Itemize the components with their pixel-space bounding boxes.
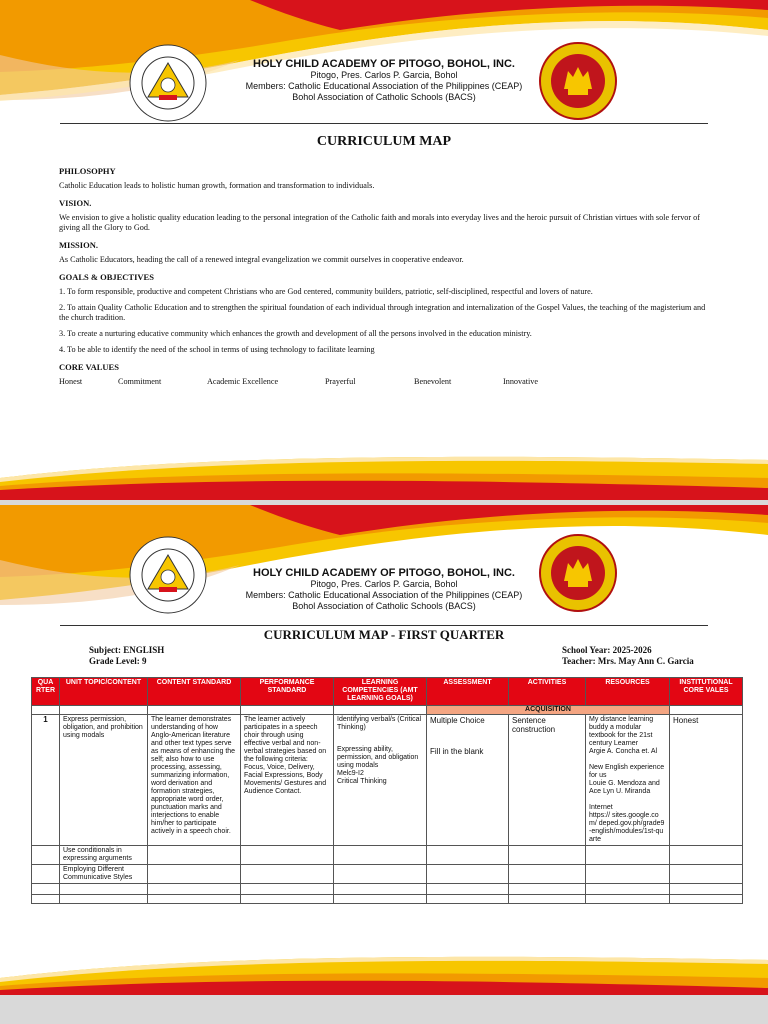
school-association: Bohol Association of Catholic Schools (BACS) xyxy=(292,92,476,102)
school-header xyxy=(210,58,558,103)
content-standard-cell: The learner demonstrates understanding of how Anglo-American literature and other text types serve as means of enhancing the self; also how to use processing, assessing, summarizing information, word derivation and formation strategies, appropriate word order, punctuation marks and interjections to enable him/her to participate actively in a speech choir. xyxy=(148,715,241,846)
column-header: UNIT TOPIC/CONTENT xyxy=(60,678,148,706)
table-row xyxy=(32,865,743,884)
goal-item: 4. To be able to identify the need of the school in terms of using technology to facilitate learning xyxy=(59,345,375,354)
school-members: Members: Catholic Educational Association of the Philippines (CEAP) xyxy=(245,81,523,91)
core-values-heading: CORE VALUES xyxy=(59,362,119,372)
competency-text: Melc9-I2 xyxy=(337,770,364,777)
school-address: Pitogo, Pres. Carlos P. Garcia, Bohol xyxy=(310,579,458,589)
philosophy-text: Catholic Education leads to holistic human growth, formation and transformation to individuals. xyxy=(59,181,375,190)
resources-cell xyxy=(586,715,670,846)
year-teacher-info xyxy=(562,645,694,667)
topic-cell: Employing Different Communicative Styles xyxy=(60,865,148,884)
activities-cell: Sentence construction xyxy=(509,715,586,846)
column-header: QUA RTER xyxy=(32,678,60,706)
performance-standard-cell: The learner actively participates in a speech choir through using effective verbal and non-verbal strategies based on the following criteria: Focus, Voice, Delivery, Facial Expressions, Body Movements/ Gestures and Audience Contact. xyxy=(241,715,334,846)
core-value: Honest xyxy=(59,377,83,386)
column-header: ACTIVITIES xyxy=(509,678,586,706)
topic-cell: Use conditionals in expressing arguments xyxy=(60,846,148,865)
school-name: HOLY CHILD ACADEMY OF PITOGO, BOHOL, INC. xyxy=(253,58,515,70)
assessment-text: Fill in the blank xyxy=(430,747,484,756)
table-header-row xyxy=(32,678,743,706)
page-title: CURRICULUM MAP xyxy=(316,134,452,149)
bottom-banner xyxy=(0,930,768,995)
table-row xyxy=(32,895,743,904)
column-header: INSTITUTIONAL CORE VALES xyxy=(670,678,743,706)
curriculum-table xyxy=(31,677,743,904)
header-rule xyxy=(60,123,708,124)
teacher-label: Teacher: Mrs. May Ann C. Garcia xyxy=(562,656,694,666)
core-value: Commitment xyxy=(118,377,162,386)
table-row xyxy=(32,884,743,895)
page-title: CURRICULUM MAP - FIRST QUARTER xyxy=(263,627,505,642)
school-association: Bohol Association of Catholic Schools (BACS) xyxy=(292,601,476,611)
competency-text: Expressing ability, permission, and obligation using modals xyxy=(337,746,419,769)
competency-text: Identifying verbal/s (Critical Thinking) xyxy=(337,716,422,731)
core-values-list xyxy=(59,377,709,387)
bottom-banner xyxy=(0,430,768,500)
column-header: RESOURCES xyxy=(586,678,670,706)
grade-label: Grade Level: 9 xyxy=(89,656,147,666)
philosophy-heading: PHILOSOPHY xyxy=(59,166,116,176)
core-value: Benevolent xyxy=(414,377,452,386)
acquisition-row xyxy=(32,706,743,715)
bacs-logo xyxy=(128,535,208,615)
goal-item: 2. To attain Quality Catholic Education and to strengthen the spiritual foundation of each individual through integration and internalization of the Gospel Values, the teaching of the magisterium and the church tradition. xyxy=(59,303,706,322)
school-year-label: School Year: 2025-2026 xyxy=(562,645,652,655)
column-header: ASSESSMENT xyxy=(427,678,509,706)
topic-cell: Express permission, obligation, and prohibition using modals xyxy=(60,715,148,846)
quarter-cell: 1 xyxy=(32,715,60,846)
resource-text: Internet xyxy=(589,804,613,811)
competency-text: Critical Thinking xyxy=(337,778,387,785)
school-statements xyxy=(59,166,709,387)
assessment-cell xyxy=(427,715,509,846)
core-value: Academic Excellence xyxy=(207,377,279,386)
school-name: HOLY CHILD ACADEMY OF PITOGO, BOHOL, INC. xyxy=(253,567,515,579)
vision-heading: VISION. xyxy=(59,198,92,208)
page-2 xyxy=(0,505,768,995)
table-row xyxy=(32,715,743,846)
goals-heading: GOALS & OBJECTIVES xyxy=(59,272,154,282)
goal-item: 1. To form responsible, productive and competent Christians who are God centered, community builders, patriotic, self-disciplined, respectful and lovers of nature. xyxy=(59,287,593,296)
core-value: Prayerful xyxy=(325,377,356,386)
resource-text: Argie A. Concha et. Al xyxy=(589,748,658,755)
mission-heading: MISSION. xyxy=(59,240,98,250)
acquisition-label: ACQUISITION xyxy=(427,706,670,715)
page-1 xyxy=(0,0,768,500)
goal-item: 3. To create a nurturing educative community which enhances the growth and development of all the persons involved in the education ministry. xyxy=(59,329,532,338)
resource-text: My distance learning buddy a modular textbook for the 21st century Learner xyxy=(589,716,654,747)
header-rule xyxy=(60,625,708,626)
resource-text: https:// sites.google.com/ deped.gov.ph/grade9-english/modules/1st-quarte xyxy=(589,812,665,843)
resource-text: Louie G. Mendoza and Ace Lyn U. Miranda xyxy=(589,780,660,795)
core-value: Innovative xyxy=(503,377,539,386)
school-header xyxy=(210,567,558,612)
subject-label: Subject: ENGLISH xyxy=(89,645,165,655)
vision-text: We envision to give a holistic quality education leading to the personal integration of the Catholic faith and morals into everyday lives and the heroic pursuit of Christian virtues with sole fervor of giving all the Glory to God. xyxy=(59,213,700,232)
column-header: LEARNING COMPETENCIES (AMT LEARNING GOALS) xyxy=(334,678,427,706)
mission-text: As Catholic Educators, heading the call of a renewed integral evangelization we commit ourselves in cooperative endeavor. xyxy=(59,255,464,264)
subject-info xyxy=(89,645,164,667)
competencies-cell xyxy=(334,715,427,846)
column-header: PERFORMANCE STANDARD xyxy=(241,678,334,706)
school-members: Members: Catholic Educational Association of the Philippines (CEAP) xyxy=(245,590,523,600)
bacs-logo xyxy=(128,43,208,123)
assessment-text: Multiple Choice xyxy=(430,716,485,725)
column-header: CONTENT STANDARD xyxy=(148,678,241,706)
table-row xyxy=(32,846,743,865)
core-value-cell: Honest xyxy=(670,715,743,846)
school-address: Pitogo, Pres. Carlos P. Garcia, Bohol xyxy=(310,70,458,80)
resource-text: New English experience for us xyxy=(589,764,665,779)
